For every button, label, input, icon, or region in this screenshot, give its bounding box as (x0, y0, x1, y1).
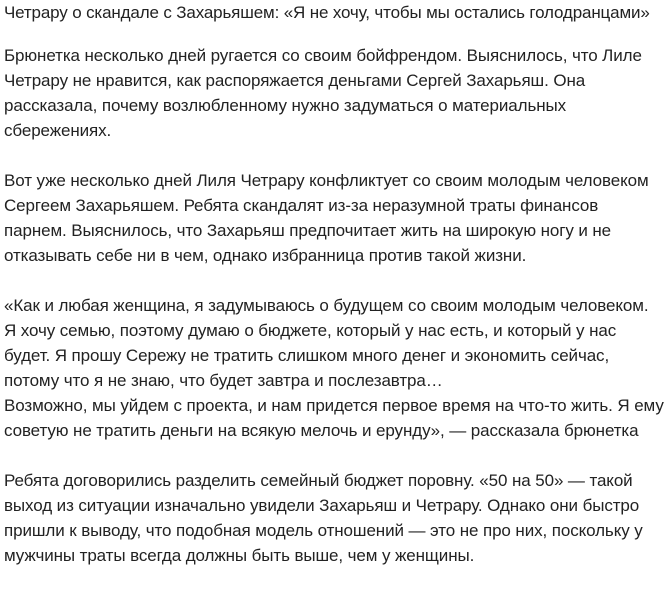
article-quote: «Как и любая женщина, я задумываюсь о будущем со своим молодым человеком. Я хочу семью, поэтому думаю о бюджете, который у нас есть, и который у нас будет. Я прошу Сережу не тратить слишком много денег и экономить сейчас, потому что я не знаю, что будет завтра и послезавтра… (4, 296, 649, 390)
article-paragraph: Вот уже несколько дней Лиля Четрару конфликтует со своим молодым человеком Сергеем Захарьяшем. Ребята скандалят из-за неразумной траты финансов парнем. Выяснилось, что Захарьяш предпочитает жить на широкую ногу и не отказывать себе ни в чем, однако избранница против такой жизни. (4, 171, 649, 265)
article-quote-continued: Возможно, мы уйдем с проекта, и нам придется первое время на что-то жить. Я ему советую не тратить деньги на всякую мелочь и ерунду», — рассказала брюнетка (4, 396, 664, 440)
spacer (4, 25, 664, 43)
article-title: Четрару о скандале с Захарьяшем: «Я не хочу, чтобы мы остались голодранцами» (4, 3, 650, 22)
spacer (4, 143, 664, 168)
article-paragraph: Ребята договорились разделить семейный бюджет поровну. «50 на 50» — такой выход из ситуации изначально увидели Захарьяш и Четрару. Однако они быстро пришли к выводу, что подобная модель отношений — это не про них, поскольку у мужчины траты всегда должны быть выше, чем у женщины. (4, 471, 643, 565)
spacer (4, 443, 664, 468)
article-lead: Брюнетка несколько дней ругается со своим бойфрендом. Выяснилось, что Лиле Четрару не нравится, как распоряжается деньгами Сергей Захарьяш. Она рассказала, почему возлюбленному нужно задуматься о материальных сбережениях. (4, 46, 642, 140)
spacer (4, 268, 664, 293)
